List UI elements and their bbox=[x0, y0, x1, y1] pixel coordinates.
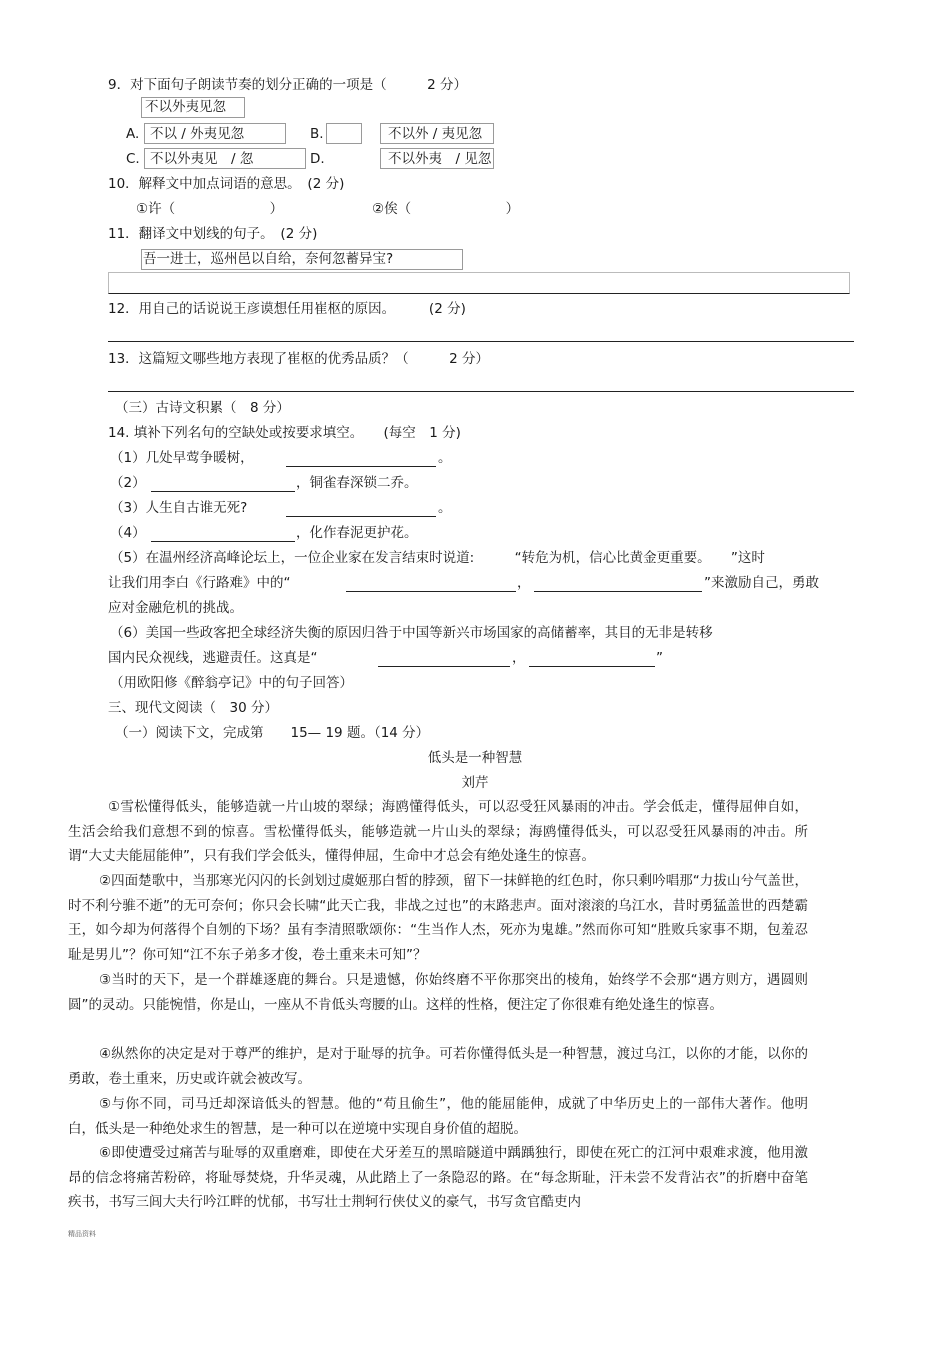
q14-item-6-line-2-prefix: 国内民众视线，逃避责任。这真是“ bbox=[108, 650, 318, 666]
q14-item-1-blank[interactable] bbox=[286, 466, 436, 467]
q9-option-c-text: 不以外夷见 / 忽 bbox=[150, 151, 254, 167]
q14-item-1-suffix: 。 bbox=[438, 450, 452, 466]
q14-item-3-blank[interactable] bbox=[286, 516, 436, 517]
q14-item-3-suffix: 。 bbox=[438, 500, 452, 516]
q13-answer-line[interactable] bbox=[108, 391, 854, 392]
q12-stem: 12．用自己的话说说王彦谟想任用崔枢的原因。 (2 分) bbox=[108, 301, 466, 317]
q14-item-5-blank-2[interactable] bbox=[534, 591, 702, 592]
q11-sentence: 吾一进士，巡州邑以自给，奈何忽蓄异宝? bbox=[143, 251, 394, 267]
q9-option-b-box-left bbox=[326, 123, 362, 144]
q14-item-6-line-2-suffix: ” bbox=[656, 650, 663, 666]
article-paragraph-6: ⑥即使遭受过痛苦与耻辱的双重磨难，即使在犬牙差互的黑暗隧道中踽踽独行，即使在死亡的江河中艰难求渡，他用激昂的信念将痛苦粉碎，将耻辱焚烧，升华灵魂，从此踏上了一条隐忍的路。在“每念斯耻，汗未尝不发背沾衣”的折磨中奋笔疾书，书写三闾大夫行吟江畔的忧郁，书写壮士荆轲行侠仗义的豪气，书写贪官酷吏内 bbox=[68, 1145, 808, 1211]
q14-item-5-line-2-prefix: 让我们用李白《行路难》中的“ bbox=[108, 575, 291, 591]
q14-item-2-prefix: （2） bbox=[110, 475, 146, 491]
part3-title: 三、现代文阅读（ 30 分） bbox=[108, 700, 278, 716]
q14-item-5-line-3: 应对金融危机的挑战。 bbox=[108, 600, 243, 616]
article-paragraph-5: ⑤与你不同，司马迁却深谙低头的智慧。他的“苟且偷生”，他的能屈能伸，成就了中华历史上的一部伟大著作。他明白，低头是一种绝处求生的智慧，是一种可以在逆境中实现自身价值的超脱。 bbox=[68, 1096, 808, 1137]
q10-stem: 10．解释文中加点词语的意思。 (2 分) bbox=[108, 176, 345, 192]
q14-item-5-line-2-suffix: ”来激励自己，勇敢 bbox=[704, 575, 819, 591]
q14-item-2-blank[interactable] bbox=[151, 491, 295, 492]
q14-item-3-prefix: （3）人生自古谁无死? bbox=[110, 500, 248, 516]
q14-item-6-comma: ， bbox=[512, 650, 526, 666]
sec3-title: （三）古诗文积累（ 8 分） bbox=[115, 400, 290, 416]
q14-stem: 14. 填补下列名句的空缺处或按要求填空。 (每空 1 分) bbox=[108, 425, 461, 441]
part3-subtitle: （一）阅读下文，完成第 15— 19 题。（14 分） bbox=[115, 725, 430, 741]
q14-item-4-prefix: （4） bbox=[110, 525, 146, 541]
q14-item-5-comma: ， bbox=[517, 575, 531, 591]
q14-item-6-line-3: （用欧阳修《醉翁亭记》中的句子回答） bbox=[110, 675, 353, 691]
q9-option-d-label: D. bbox=[310, 151, 325, 167]
article-paragraph-1: ①雪松懂得低头，能够造就一片山坡的翠绿；海鸥懂得低头，可以忍受狂风暴雨的冲击。学会低走，懂得屈伸自如，生活会给我们意想不到的惊喜。雪松懂得低头，能够造就一片山头的翠绿；海鸥懂得低头，可以忍受狂风暴雨的冲击。所谓“大丈夫能屈能伸”，只有我们学会低头，懂得伸屈，生命中才总会有绝处逢生的惊喜。 bbox=[68, 799, 808, 865]
article-paragraph-3: ③当时的天下，是一个群雄逐鹿的舞台。只是遗憾，你始终磨不平你那突出的棱角，始终学不会那“遇方则方，遇圆则圆”的灵动。只能惋惜，你是山，一座从不肯低头弯腰的山。这样的性格，便注定了你很难有绝处逢生的惊喜。 bbox=[68, 972, 808, 1013]
q9-option-c-label: C. bbox=[126, 151, 140, 167]
article-title: 低头是一种智慧 bbox=[427, 750, 523, 766]
page-footer: 精品资料 bbox=[68, 1230, 96, 1238]
article-paragraph-4: ④纵然你的决定是对于尊严的维护，是对于耻辱的抗争。可若你懂得低头是一种智慧，渡过乌江，以你的才能，以你的勇敢，卷土重来，历史或许就会被改写。 bbox=[68, 1046, 808, 1087]
q9-option-a-text: 不以 / 外夷见忽 bbox=[150, 126, 245, 142]
q14-item-6-line-1: （6）美国一些政客把全球经济失衡的原因归咎于中国等新兴市场国家的高储蓄率，其目的无非是转移 bbox=[110, 625, 713, 641]
q9-option-b-text: 不以外 / 夷见忽 bbox=[388, 126, 483, 142]
q9-sentence: 不以外夷见忽 bbox=[145, 99, 226, 115]
q14-item-5-line-1: （5）在温州经济高峰论坛上，一位企业家在发言结束时说道: “转危为机，信心比黄金更重要。 ”这时 bbox=[110, 550, 765, 566]
q14-item-2-suffix: ，铜雀春深锁二乔。 bbox=[296, 475, 418, 491]
q11-answer-box[interactable] bbox=[108, 272, 850, 294]
q12-answer-line[interactable] bbox=[108, 341, 854, 342]
q9-option-b-label: B. bbox=[310, 126, 324, 142]
q9-option-d-text: 不以外夷 / 见忽 bbox=[388, 151, 492, 167]
q11-stem: 11．翻译文中划线的句子。 (2 分) bbox=[108, 226, 318, 242]
q14-item-5-blank-1[interactable] bbox=[346, 591, 516, 592]
article-author: 刘芹 bbox=[461, 775, 489, 791]
q14-item-4-blank[interactable] bbox=[151, 541, 295, 542]
article-paragraph-2: ②四面楚歌中，当那寒光闪闪的长剑划过虞姬那白皙的脖颈，留下一抹鲜艳的红色时，你只剩吟唱那“力拔山兮气盖世，时不利兮骓不逝”的无可奈何；你只会长啸“此天亡我，非战之过也”的末路悲声。面对滚滚的乌江水，昔时勇猛盖世的西楚霸王，如今却为何落得个自刎的下场？虽有李清照歌颂你：“生当作人杰，死亦为鬼雄。”然而你可知“胜败兵家事不期，包羞忍耻是男儿”？你可知“江不东子弟多才俊，卷土重来未可知”？ bbox=[68, 873, 808, 963]
q14-item-6-blank-2[interactable] bbox=[529, 666, 655, 667]
q14-item-4-suffix: ，化作春泥更护花。 bbox=[296, 525, 418, 541]
q9-stem: 9．对下面句子朗读节奏的划分正确的一项是（ 2 分） bbox=[108, 77, 467, 93]
q10-word-1: ①许（ ） bbox=[136, 201, 284, 217]
q13-stem: 13．这篇短文哪些地方表现了崔枢的优秀品质？（ 2 分） bbox=[108, 351, 490, 367]
q14-item-6-blank-1[interactable] bbox=[378, 666, 510, 667]
q14-item-1-prefix: （1）几处早莺争暖树， bbox=[110, 450, 254, 466]
q10-word-2: ②俟（ ） bbox=[372, 201, 520, 217]
q9-option-a-label: A. bbox=[126, 126, 140, 142]
